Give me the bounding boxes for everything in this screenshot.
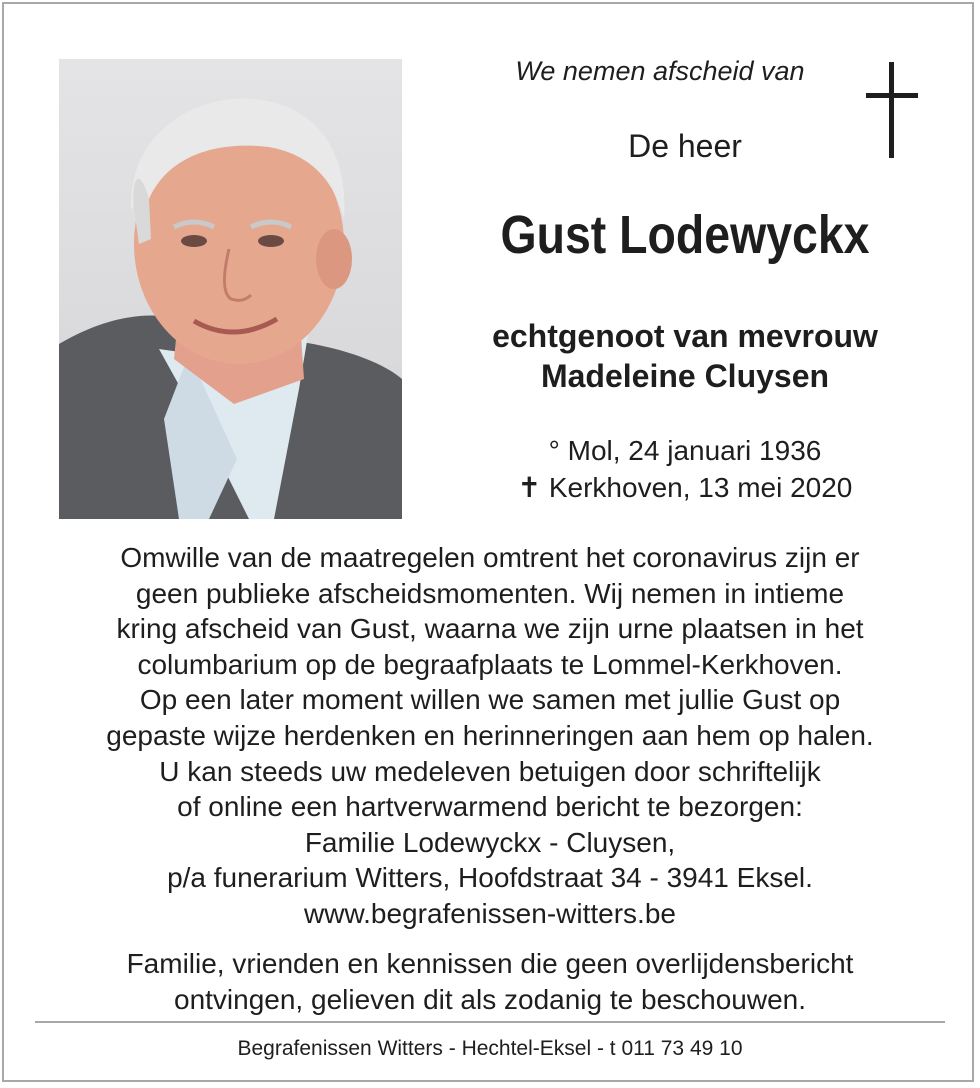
honorific: De heer <box>628 128 742 164</box>
body-line: gepaste wijze herdenken en herinneringen aan hem op halen. <box>106 719 874 751</box>
website-text: www.begrafenissen-witters.be <box>304 897 676 929</box>
spouse-block <box>440 316 930 396</box>
closing-line: Familie, vrienden en kennissen die geen overlijdensbericht <box>126 948 854 979</box>
body-line: Op een later moment willen we samen met jullie Gust op <box>139 684 841 716</box>
footer-text: Begrafenissen Witters - Hechtel-Eksel - t 011 73 49 10 <box>237 1037 743 1060</box>
body-line: Omwille van de maatregelen omtrent het coronavirus zijn er <box>120 542 860 573</box>
divider <box>35 1021 945 1023</box>
body-line: geen publieke afscheidsmomenten. Wij nemen in intieme <box>135 577 845 609</box>
deceased-name: Gust Lodewyckx <box>500 205 870 265</box>
portrait-photo <box>59 59 402 519</box>
dates-block <box>440 432 930 506</box>
spouse-line-1: echtgenoot van mevrouw <box>492 318 878 354</box>
body-line: Familie Lodewyckx - Cluysen, <box>304 826 676 858</box>
announcement-text <box>30 540 950 932</box>
body-line: p/a funerarium Witters, Hoofdstraat 34 - 3941 Eksel. <box>167 862 813 894</box>
death-date: ✝ Kerkhoven, 13 mei 2020 <box>517 472 853 503</box>
spouse-line-2: Madeleine Cluysen <box>540 358 830 394</box>
body-line: U kan steeds uw medeleven betuigen door schriftelijk <box>159 755 821 787</box>
body-line: kring afscheid van Gust, waarna we zijn urne plaatsen in het <box>116 613 864 645</box>
body-line: of online een hartverwarmend bericht te bezorgen: <box>177 791 803 823</box>
closing-text <box>30 946 950 1017</box>
closing-line: ontvingen, gelieven dit als zodanig te beschouwen. <box>174 983 806 1015</box>
birth-date: ° Mol, 24 januari 1936 <box>548 435 822 466</box>
body-line: columbarium op de begraafplaats te Lommel-Kerkhoven. <box>137 648 843 680</box>
intro-text: We nemen afscheid van <box>515 56 805 86</box>
